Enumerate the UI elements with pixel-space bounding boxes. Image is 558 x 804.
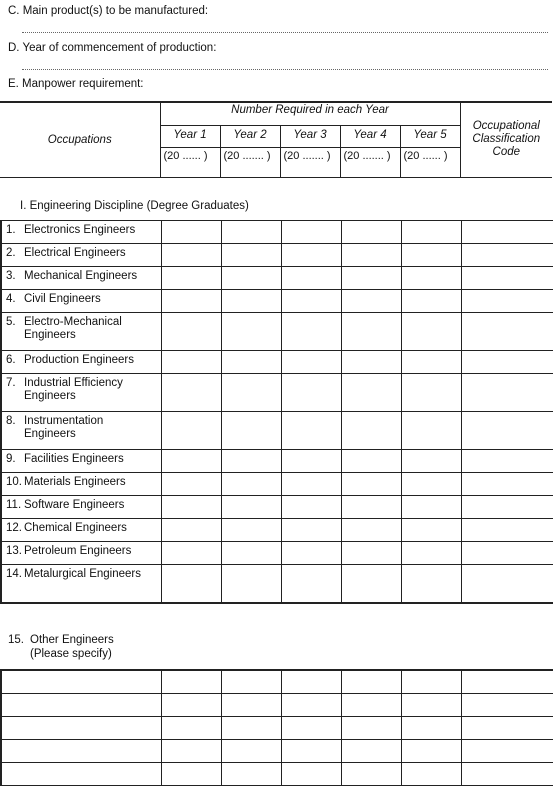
year-count-cell[interactable] — [401, 290, 461, 313]
year-count-cell[interactable] — [161, 374, 221, 412]
year-count-cell[interactable] — [161, 313, 221, 351]
row-number: 1. — [6, 224, 16, 236]
classification-code-cell[interactable] — [461, 221, 553, 244]
row-label: Software Engineers — [24, 499, 125, 511]
row-number: 8. — [6, 415, 16, 427]
year-count-cell[interactable] — [401, 267, 461, 290]
year-count-cell[interactable] — [161, 450, 221, 473]
occupation-label — [1, 267, 161, 290]
year-count-cell[interactable] — [161, 244, 221, 267]
occupation-label — [1, 244, 161, 267]
year-count-cell[interactable] — [281, 450, 341, 473]
year-count-cell[interactable] — [161, 716, 221, 739]
table-row — [1, 716, 553, 739]
row-label: Industrial Efficiency Engineers — [24, 377, 123, 402]
row-label: Metalurgical Engineers — [24, 568, 141, 580]
year-count-cell[interactable] — [281, 739, 341, 762]
year-count-cell[interactable] — [341, 716, 401, 739]
discipline-heading: I. Engineering Discipline (Degree Graduates) — [20, 200, 249, 212]
table-row — [1, 739, 553, 762]
year-count-cell[interactable] — [341, 221, 401, 244]
classification-code-cell[interactable] — [461, 542, 553, 565]
year-count-cell[interactable] — [161, 542, 221, 565]
occupation-label — [1, 412, 161, 450]
classification-code-cell[interactable] — [461, 473, 553, 496]
year-count-cell[interactable] — [221, 542, 281, 565]
year-count-cell[interactable] — [221, 565, 281, 603]
year-count-cell[interactable] — [221, 313, 281, 351]
year-count-cell[interactable] — [161, 565, 221, 603]
year-count-cell[interactable] — [401, 739, 461, 762]
year-count-cell[interactable] — [221, 716, 281, 739]
table-row — [1, 450, 553, 473]
row-number: 5. — [6, 316, 16, 328]
year-count-cell[interactable] — [401, 716, 461, 739]
table-row — [1, 473, 553, 496]
row-number: 9. — [6, 453, 16, 465]
year-count-cell[interactable] — [281, 290, 341, 313]
year-count-cell[interactable] — [341, 374, 401, 412]
year-count-cell[interactable] — [281, 496, 341, 519]
year-count-cell[interactable] — [221, 290, 281, 313]
classification-code-cell[interactable] — [461, 670, 553, 693]
table-row — [1, 542, 553, 565]
year-count-cell[interactable] — [161, 412, 221, 450]
year-count-cell[interactable] — [341, 519, 401, 542]
year-count-cell[interactable] — [401, 473, 461, 496]
year-count-cell[interactable] — [221, 473, 281, 496]
year-count-cell[interactable] — [161, 739, 221, 762]
year-count-cell[interactable] — [161, 290, 221, 313]
classification-code-cell[interactable] — [461, 519, 553, 542]
year-3-input[interactable]: (20 ....... ) — [280, 147, 340, 177]
year-count-cell[interactable] — [341, 267, 401, 290]
year-count-cell[interactable] — [341, 693, 401, 716]
classification-code-cell[interactable] — [461, 565, 553, 603]
row-number: 13. — [6, 545, 22, 557]
section-c-label: C. Main product(s) to be manufactured: — [8, 5, 209, 17]
occupation-label — [1, 450, 161, 473]
table-row — [1, 670, 553, 693]
year-count-cell[interactable] — [281, 716, 341, 739]
year-4-input[interactable]: (20 ....... ) — [340, 147, 400, 177]
year-count-cell[interactable] — [341, 762, 401, 785]
classification-code-cell[interactable] — [461, 450, 553, 473]
year-count-cell[interactable] — [341, 313, 401, 351]
classification-code-cell[interactable] — [461, 267, 553, 290]
occupation-label — [1, 313, 161, 351]
other-occupation-cell[interactable] — [1, 670, 161, 693]
row-number: 4. — [6, 293, 16, 305]
classification-code-cell[interactable] — [461, 739, 553, 762]
year-3-header: Year 3 — [280, 125, 340, 147]
code-header-line3: Code — [492, 146, 521, 159]
row-label: Materials Engineers — [24, 476, 126, 488]
other-occupation-cell[interactable] — [1, 739, 161, 762]
occupation-label — [1, 565, 161, 603]
other-engineers-line2: (Please specify) — [30, 648, 112, 660]
row-label: Chemical Engineers — [24, 522, 127, 534]
year-count-cell[interactable] — [161, 519, 221, 542]
year-count-cell[interactable] — [221, 244, 281, 267]
year-count-cell[interactable] — [221, 496, 281, 519]
table-row — [1, 519, 553, 542]
table-row — [1, 267, 553, 290]
row-number: 14. — [6, 568, 22, 580]
table-row — [1, 496, 553, 519]
year-count-cell[interactable] — [341, 542, 401, 565]
occupational-code-header — [460, 102, 552, 177]
year-count-cell[interactable] — [341, 565, 401, 603]
year-count-cell[interactable] — [281, 313, 341, 351]
year-count-cell[interactable] — [161, 351, 221, 374]
year-count-cell[interactable] — [401, 412, 461, 450]
year-count-cell[interactable] — [281, 473, 341, 496]
other-occupation-cell[interactable] — [1, 716, 161, 739]
other-engineers-label — [8, 633, 114, 661]
table-row — [1, 374, 553, 412]
year-count-cell[interactable] — [221, 762, 281, 785]
row-label: Instrumentation Engineers — [24, 415, 104, 440]
year-count-cell[interactable] — [341, 496, 401, 519]
row-number: 6. — [6, 354, 16, 366]
year-count-cell[interactable] — [221, 351, 281, 374]
table-row — [1, 351, 553, 374]
row-label: Facilities Engineers — [24, 453, 124, 465]
occupation-label — [1, 542, 161, 565]
classification-code-cell[interactable] — [461, 762, 553, 785]
row-label: Production Engineers — [24, 354, 134, 366]
year-count-cell[interactable] — [221, 267, 281, 290]
year-count-cell[interactable] — [281, 519, 341, 542]
year-1-input[interactable]: (20 ...... ) — [160, 147, 220, 177]
year-count-cell[interactable] — [341, 473, 401, 496]
year-count-cell[interactable] — [281, 762, 341, 785]
year-count-cell[interactable] — [281, 693, 341, 716]
year-count-cell[interactable] — [221, 693, 281, 716]
year-count-cell[interactable] — [341, 290, 401, 313]
row-number: 3. — [6, 270, 16, 282]
year-count-cell[interactable] — [281, 670, 341, 693]
year-count-cell[interactable] — [161, 762, 221, 785]
row-label: Electro-Mechanical Engineers — [24, 316, 122, 341]
table-row — [1, 412, 553, 450]
year-count-cell[interactable] — [281, 412, 341, 450]
classification-code-cell[interactable] — [461, 374, 553, 412]
year-count-cell[interactable] — [401, 670, 461, 693]
row-number: 7. — [6, 377, 16, 389]
table-row — [1, 290, 553, 313]
row-label: Electronics Engineers — [24, 224, 136, 236]
classification-code-cell[interactable] — [461, 244, 553, 267]
row-number: 2. — [6, 247, 16, 259]
code-header-line2: Classification — [472, 133, 541, 146]
other-engineers-table — [0, 669, 553, 786]
year-count-cell[interactable] — [341, 670, 401, 693]
year-count-cell[interactable] — [341, 450, 401, 473]
occupation-label — [1, 221, 161, 244]
table-row — [1, 693, 553, 716]
section-d-label: D. Year of commencement of production: — [8, 42, 217, 54]
year-count-cell[interactable] — [161, 267, 221, 290]
year-count-cell[interactable] — [401, 374, 461, 412]
row-label: Civil Engineers — [24, 293, 101, 305]
classification-code-cell[interactable] — [461, 496, 553, 519]
section-d-answer-line[interactable] — [22, 69, 548, 70]
section-e-label: E. Manpower requirement: — [8, 78, 144, 90]
year-count-cell[interactable] — [341, 244, 401, 267]
table-row — [1, 565, 553, 603]
year-count-cell[interactable] — [281, 267, 341, 290]
year-2-header: Year 2 — [220, 125, 280, 147]
number-required-header: Number Required in each Year — [160, 102, 460, 125]
table-row — [1, 244, 553, 267]
manpower-header-table — [0, 101, 552, 178]
code-header-line1: Occupational — [472, 120, 540, 133]
section-c-answer-line[interactable] — [22, 32, 548, 33]
occupation-label — [1, 496, 161, 519]
year-count-cell[interactable] — [221, 374, 281, 412]
occupation-label — [1, 290, 161, 313]
year-count-cell[interactable] — [221, 450, 281, 473]
year-5-input[interactable]: (20 ...... ) — [400, 147, 460, 177]
row-label: Mechanical Engineers — [24, 270, 138, 282]
occupation-label — [1, 374, 161, 412]
year-count-cell[interactable] — [221, 412, 281, 450]
other-occupation-cell[interactable] — [1, 762, 161, 785]
classification-code-cell[interactable] — [461, 290, 553, 313]
row-label: Electrical Engineers — [24, 247, 126, 259]
year-count-cell[interactable] — [221, 670, 281, 693]
year-count-cell[interactable] — [401, 519, 461, 542]
year-count-cell[interactable] — [401, 313, 461, 351]
year-4-header: Year 4 — [340, 125, 400, 147]
year-count-cell[interactable] — [401, 693, 461, 716]
occupation-label — [1, 473, 161, 496]
other-occupation-cell[interactable] — [1, 693, 161, 716]
year-count-cell[interactable] — [401, 351, 461, 374]
row-number: 10. — [6, 476, 22, 488]
classification-code-cell[interactable] — [461, 412, 553, 450]
other-engineers-line1: Other Engineers — [30, 634, 114, 646]
year-count-cell[interactable] — [281, 542, 341, 565]
classification-code-cell[interactable] — [461, 693, 553, 716]
year-count-cell[interactable] — [341, 739, 401, 762]
row-label: Petroleum Engineers — [24, 545, 132, 557]
table-row — [1, 762, 553, 785]
year-count-cell[interactable] — [161, 670, 221, 693]
year-2-input[interactable]: (20 ....... ) — [220, 147, 280, 177]
year-count-cell[interactable] — [341, 351, 401, 374]
year-count-cell[interactable] — [221, 739, 281, 762]
row-number: 12. — [6, 522, 22, 534]
classification-code-cell[interactable] — [461, 351, 553, 374]
year-count-cell[interactable] — [161, 473, 221, 496]
year-count-cell[interactable] — [401, 450, 461, 473]
year-count-cell[interactable] — [401, 565, 461, 603]
occupation-label — [1, 519, 161, 542]
other-engineers-number: 15. — [8, 634, 24, 646]
year-5-header: Year 5 — [400, 125, 460, 147]
classification-code-cell[interactable] — [461, 716, 553, 739]
year-1-header: Year 1 — [160, 125, 220, 147]
year-count-cell[interactable] — [281, 374, 341, 412]
table-row — [1, 221, 553, 244]
year-count-cell[interactable] — [281, 351, 341, 374]
occupations-header: Occupations — [0, 102, 160, 177]
year-count-cell[interactable] — [401, 496, 461, 519]
year-count-cell[interactable] — [281, 244, 341, 267]
year-count-cell[interactable] — [281, 565, 341, 603]
year-count-cell[interactable] — [161, 693, 221, 716]
engineers-table — [0, 220, 553, 604]
row-number: 11. — [6, 499, 22, 511]
table-row — [1, 313, 553, 351]
year-count-cell[interactable] — [401, 762, 461, 785]
year-count-cell[interactable] — [401, 542, 461, 565]
year-count-cell[interactable] — [221, 221, 281, 244]
year-count-cell[interactable] — [161, 496, 221, 519]
year-count-cell[interactable] — [341, 412, 401, 450]
year-count-cell[interactable] — [401, 244, 461, 267]
year-count-cell[interactable] — [401, 221, 461, 244]
occupation-label — [1, 351, 161, 374]
classification-code-cell[interactable] — [461, 313, 553, 351]
year-count-cell[interactable] — [221, 519, 281, 542]
year-count-cell[interactable] — [161, 221, 221, 244]
year-count-cell[interactable] — [281, 221, 341, 244]
